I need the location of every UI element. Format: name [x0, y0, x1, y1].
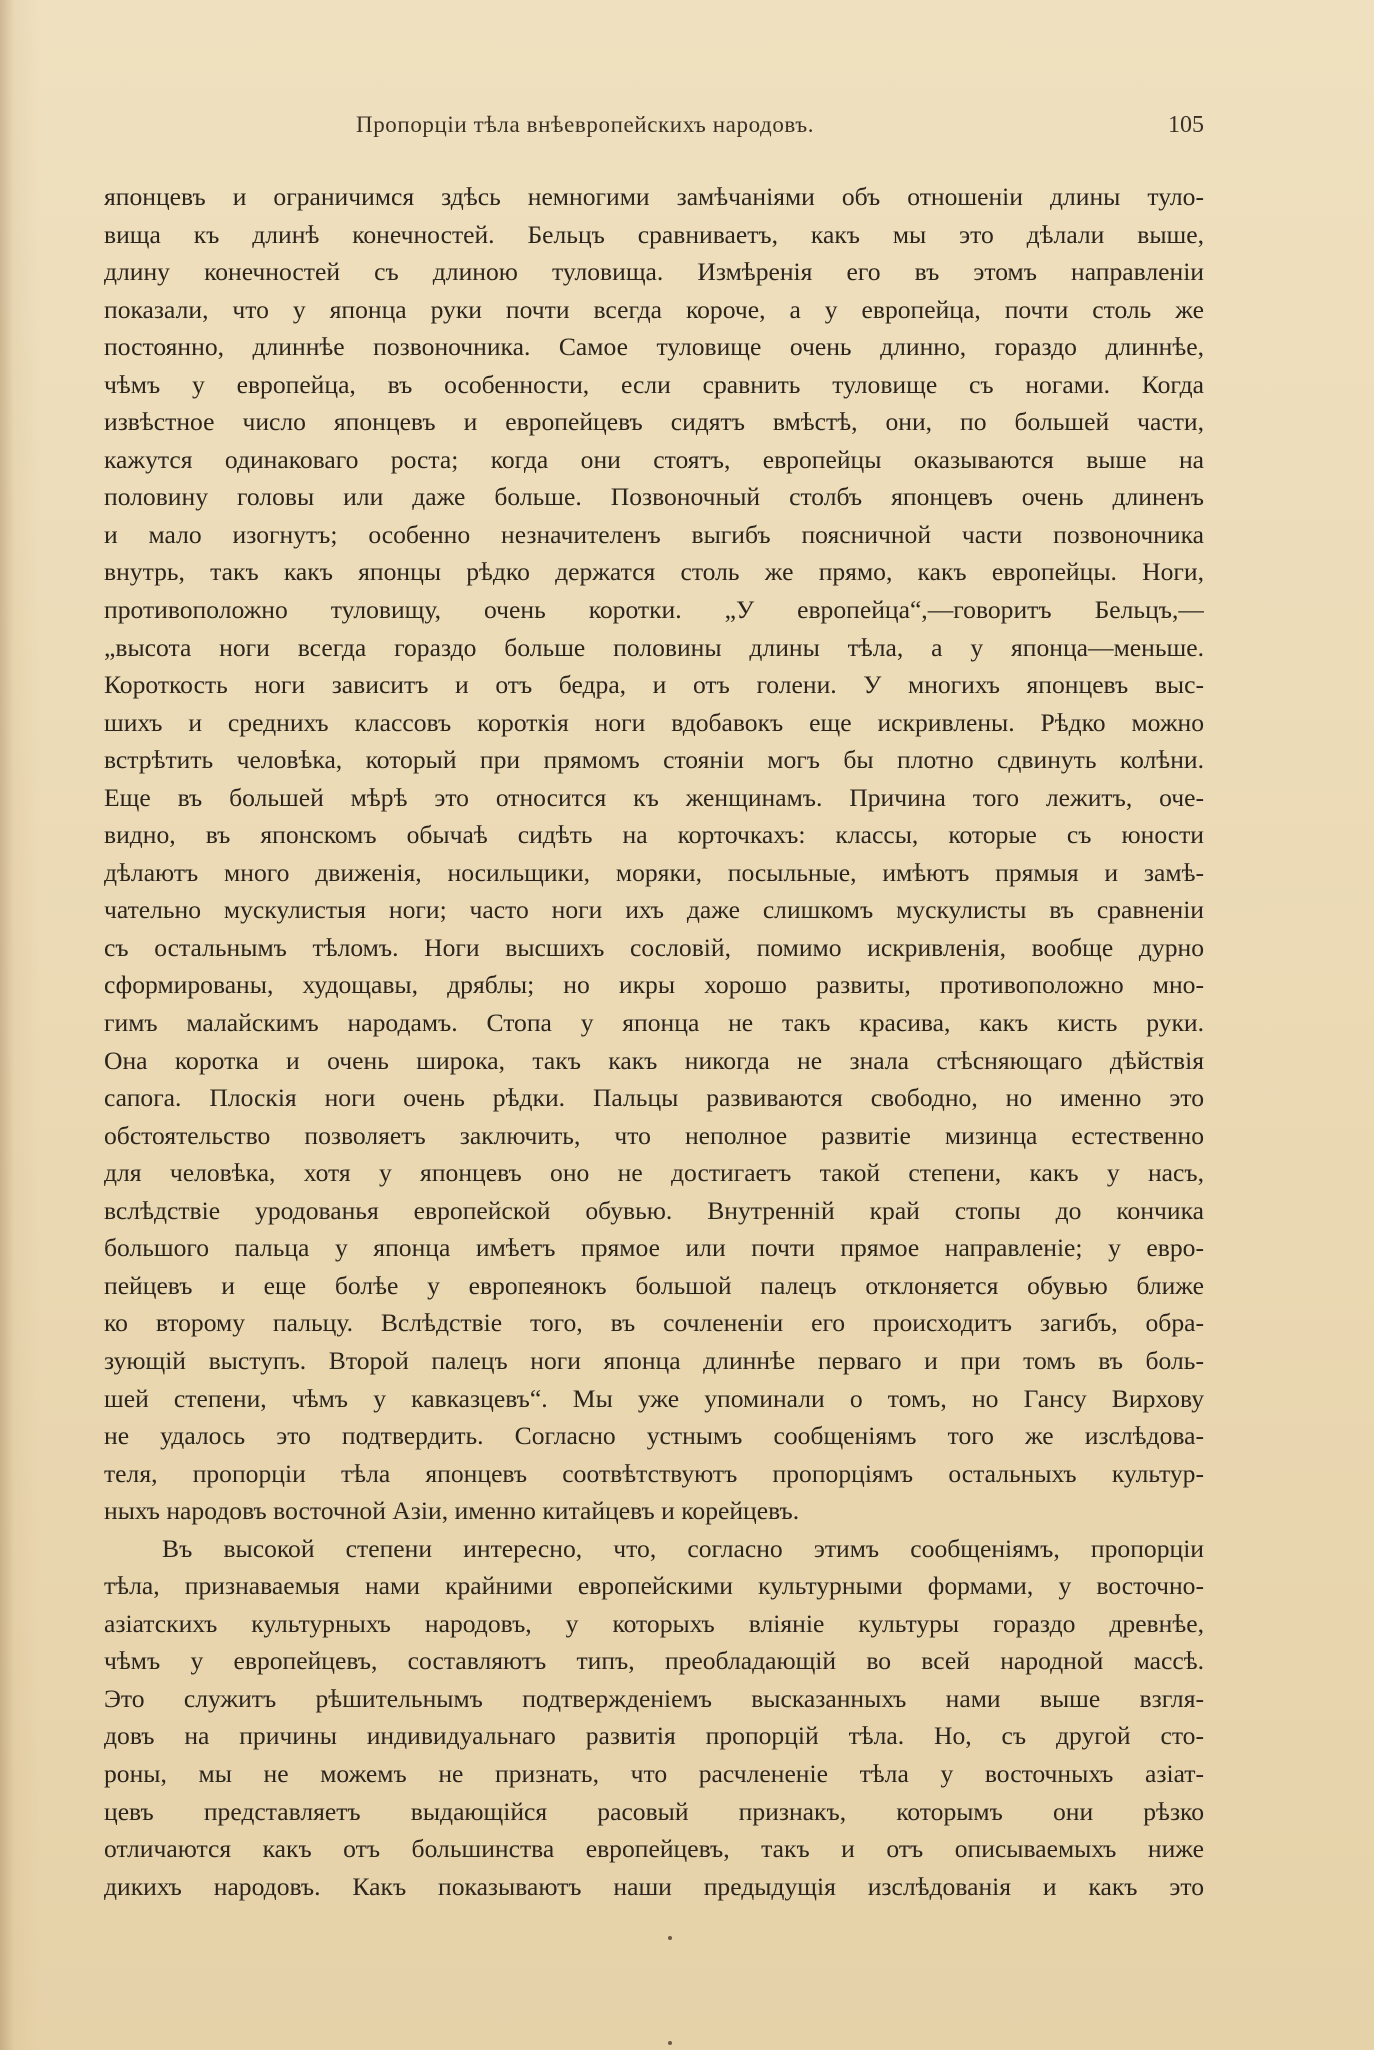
print-speck: [668, 2041, 672, 2045]
text-line: чательно мускулистыя ноги; часто ноги ихъ даже слишкомъ мускулисты въ сравненіи: [104, 895, 1204, 925]
page-number: 105: [1168, 112, 1204, 138]
print-speck: [668, 1936, 672, 1940]
text-line: „высота ноги всегда гораздо больше половины длины тѣла, а у японца—меньше.: [104, 632, 1204, 662]
page-header: [104, 112, 1204, 152]
text-line: съ остальнымъ тѣломъ. Ноги высшихъ сословій, помимо искривленія, вообще дурно: [104, 932, 1204, 962]
body-text: [104, 178, 1204, 1905]
text-line: роны, мы не можемъ не признать, что расчлененіе тѣла у восточныхъ азіат-: [104, 1758, 1204, 1788]
text-line: вслѣдствіе уродованья европейской обувью. Внутренній край стопы до кончика: [104, 1195, 1204, 1225]
text-line: дѣлаютъ много движенія, носильщики, моряки, посыльные, имѣютъ прямыя и замѣ-: [104, 857, 1204, 887]
text-line: шихъ и среднихъ классовъ короткія ноги вдобавокъ еще искривлены. Рѣдко можно: [104, 707, 1204, 737]
text-line: ныхъ народовъ восточной Азіи, именно китайцевъ и корейцевъ.: [104, 1496, 800, 1526]
text-line: Это служитъ рѣшительнымъ подтвержденіемъ высказанныхъ нами выше взгля-: [104, 1683, 1204, 1713]
text-line: постоянно, длиннѣе позвоночника. Самое туловище очень длинно, гораздо длиннѣе,: [104, 332, 1204, 362]
text-line: зующій выступъ. Второй палецъ ноги японца длиннѣе перваго и при томъ въ боль-: [104, 1345, 1204, 1375]
text-line: для человѣка, хотя у японцевъ оно не достигаетъ такой степени, какъ у насъ,: [104, 1158, 1204, 1188]
text-line: длину конечностей съ длиною туловища. Измѣренія его въ этомъ направленіи: [104, 257, 1204, 287]
text-line: Она коротка и очень широка, такъ какъ никогда не знала стѣсняющаго дѣйствія: [104, 1045, 1204, 1075]
text-line: азіатскихъ культурныхъ народовъ, у которыхъ вліяніе культуры гораздо древнѣе,: [104, 1608, 1204, 1638]
text-line: японцевъ и ограничимся здѣсь немногими замѣчаніями объ отношеніи длины туло-: [104, 182, 1204, 211]
text-line: видно, въ японскомъ обычаѣ сидѣть на корточкахъ: классы, которые съ юности: [104, 820, 1204, 850]
text-line: Еще въ большей мѣрѣ это относится къ женщинамъ. Причина того лежитъ, оче-: [104, 782, 1204, 812]
text-line: цевъ представляетъ выдающійся расовый признакъ, которымъ они рѣзко: [104, 1796, 1204, 1826]
text-line: пейцевъ и еще болѣе у европеянокъ большой палецъ отклоняется обувью ближе: [104, 1270, 1204, 1300]
text-line: встрѣтить человѣка, который при прямомъ стояніи могъ бы плотно сдвинуть колѣни.: [104, 745, 1204, 775]
text-line: тѣла, признаваемыя нами крайними европейскими культурными формами, у восточно-: [104, 1571, 1204, 1601]
text-line: теля, пропорціи тѣла японцевъ соотвѣтствуютъ пропорціямъ остальныхъ культур-: [104, 1458, 1204, 1488]
text-line: довъ на причины индивидуальнаго развитія пропорцій тѣла. Но, съ другой сто-: [104, 1721, 1204, 1751]
text-line: гимъ малайскимъ народамъ. Стопа у японца не такъ красива, какъ кисть руки.: [104, 1008, 1204, 1038]
text-line: половину головы или даже больше. Позвоночный столбъ японцевъ очень длиненъ: [104, 482, 1204, 512]
text-line: большого пальца у японца имѣетъ прямое или почти прямое направленіе; у евро-: [104, 1233, 1204, 1263]
text-line: чѣмъ у европейца, въ особенности, если сравнить туловище съ ногами. Когда: [104, 369, 1204, 399]
text-line: не удалось это подтвердить. Согласно устнымъ сообщеніямъ того же изслѣдова-: [104, 1421, 1204, 1451]
text-line: ко второму пальцу. Вслѣдствіе того, въ сочлененіи его происходитъ загибъ, обра-: [104, 1308, 1204, 1338]
text-line: сапога. Плоскія ноги очень рѣдки. Пальцы развиваются свободно, но именно это: [104, 1083, 1204, 1113]
running-head: Пропорціи тѣла внѣевропейскихъ народовъ.: [356, 112, 815, 137]
text-line: вища къ длинѣ конечностей. Бельцъ сравниваетъ, какъ мы это дѣлали выше,: [104, 219, 1204, 249]
text-line: шей степени, чѣмъ у кавказцевъ“. Мы уже упоминали о томъ, но Гансу Вирхову: [104, 1383, 1204, 1413]
text-line: Короткость ноги зависитъ и отъ бедра, и отъ голени. У многихъ японцевъ выс-: [104, 670, 1204, 700]
text-line: сформированы, худощавы, дряблы; но икры хорошо развиты, противоположно мно-: [104, 970, 1204, 1000]
text-line: дикихъ народовъ. Какъ показываютъ наши предыдущія изслѣдованія и какъ это: [104, 1871, 1204, 1901]
text-line: и мало изогнутъ; особенно незначителенъ выгибъ поясничной части позвоночника: [104, 519, 1204, 549]
text-line: показали, что у японца руки почти всегда короче, а у европейца, почти столь же: [104, 294, 1204, 324]
text-line: обстоятельство позволяетъ заключить, что неполное развитіе мизинца естественно: [104, 1120, 1204, 1150]
text-line: отличаются какъ отъ большинства европейцевъ, такъ и отъ описываемыхъ ниже: [104, 1834, 1204, 1864]
text-line: Въ высокой степени интересно, что, согласно этимъ сообщеніямъ, пропорціи: [162, 1533, 1204, 1563]
text-line: внутрь, такъ какъ японцы рѣдко держатся столь же прямо, какъ европейцы. Ноги,: [104, 557, 1204, 587]
text-line: противоположно туловищу, очень коротки. „У европейца“,—говоритъ Бельцъ,—: [104, 595, 1204, 625]
text-line: извѣстное число японцевъ и европейцевъ сидятъ вмѣстѣ, они, по большей части,: [104, 407, 1204, 437]
text-line: чѣмъ у европейцевъ, составляютъ типъ, преобладающій во всей народной массѣ.: [104, 1646, 1204, 1676]
text-line: кажутся одинаковаго роста; когда они стоятъ, европейцы оказываются выше на: [104, 444, 1204, 474]
